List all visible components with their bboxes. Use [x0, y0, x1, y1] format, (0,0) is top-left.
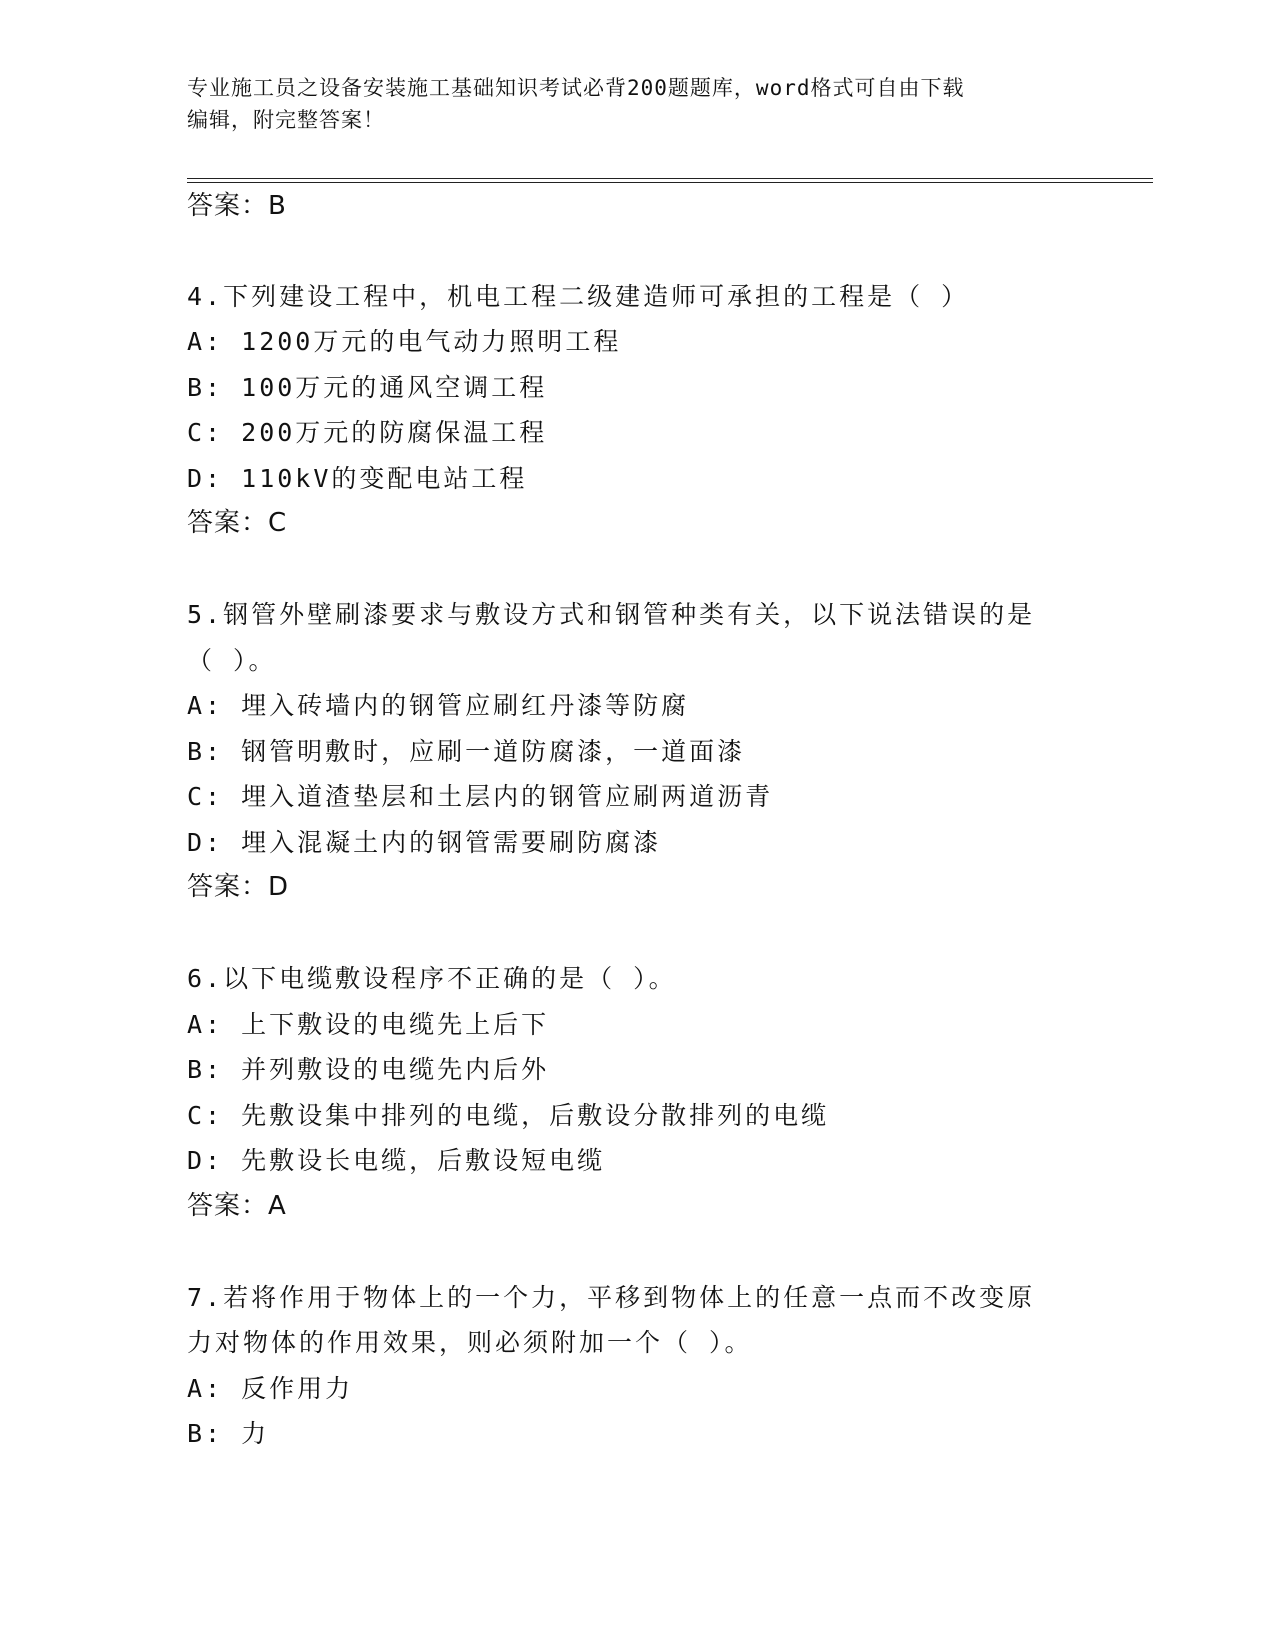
question-5: [187, 592, 1087, 911]
question-7: [187, 1275, 1087, 1457]
header-title-line-1: 专业施工员之设备安装施工基础知识考试必背200题题库，word格式可自由下载: [187, 76, 965, 100]
question-7-option-a: A: 反作用力: [187, 1373, 354, 1403]
question-7-stem-line-2: 力对物体的作用效果，则必须附加一个（ ）。: [187, 1328, 753, 1357]
question-6-option-c: C: 先敷设集中排列的电缆，后敷设分散排列的电缆: [187, 1100, 830, 1130]
spacer: [187, 1229, 1087, 1275]
spacer: [187, 547, 1087, 593]
question-7-stem-line-1: 7.若将作用于物体上的一个力，平移到物体上的任意一点而不改变原: [187, 1282, 1036, 1312]
document-header: [187, 72, 1067, 136]
answer-3: 答案：B: [187, 191, 287, 221]
question-6-option-d: D: 先敷设长电缆，后敷设短电缆: [187, 1146, 606, 1175]
question-6-option-b: B: 并列敷设的电缆先内后外: [187, 1055, 550, 1084]
question-4-stem: 4.下列建设工程中，机电工程二级建造师可承担的工程是（ ）: [187, 281, 970, 311]
question-4-option-a: A: 1200万元的电气动力照明工程: [187, 327, 622, 356]
question-6-option-a: A: 上下敷设的电缆先上后下: [187, 1009, 550, 1039]
question-5-stem-line-2: （ ）。: [187, 645, 277, 675]
question-6: [187, 956, 1087, 1229]
question-4: [187, 274, 1087, 547]
question-6-stem: 6.以下电缆敷设程序不正确的是（ ）。: [187, 964, 677, 993]
question-4-option-b: B: 100万元的通风空调工程: [187, 372, 548, 402]
question-list: [187, 184, 1087, 1457]
question-4-option-d: D: 110kV的变配电站工程: [187, 463, 528, 493]
question-5-option-a: A: 埋入砖墙内的钢管应刷红丹漆等防腐: [187, 691, 690, 720]
question-5-answer: 答案：D: [187, 872, 290, 902]
header-title-line-2: 编辑，附完整答案！: [187, 108, 385, 132]
header-divider-bottom: [187, 182, 1153, 183]
question-4-answer: 答案：C: [187, 508, 288, 538]
header-divider-top: [187, 178, 1153, 179]
spacer: [187, 230, 1087, 274]
question-4-option-c: C: 200万元的防腐保温工程: [187, 418, 548, 447]
spacer: [187, 911, 1087, 957]
question-7-option-b: B: 力: [187, 1419, 270, 1448]
question-5-stem-line-1: 5.钢管外壁刷漆要求与敷设方式和钢管种类有关，以下说法错误的是: [187, 600, 1036, 629]
question-6-answer: 答案：A: [187, 1190, 287, 1221]
question-5-option-b: B: 钢管明敷时，应刷一道防腐漆，一道面漆: [187, 736, 746, 766]
question-5-option-c: C: 埋入道渣垫层和土层内的钢管应刷两道沥青: [187, 782, 774, 811]
question-5-option-d: D: 埋入混凝土内的钢管需要刷防腐漆: [187, 827, 662, 857]
